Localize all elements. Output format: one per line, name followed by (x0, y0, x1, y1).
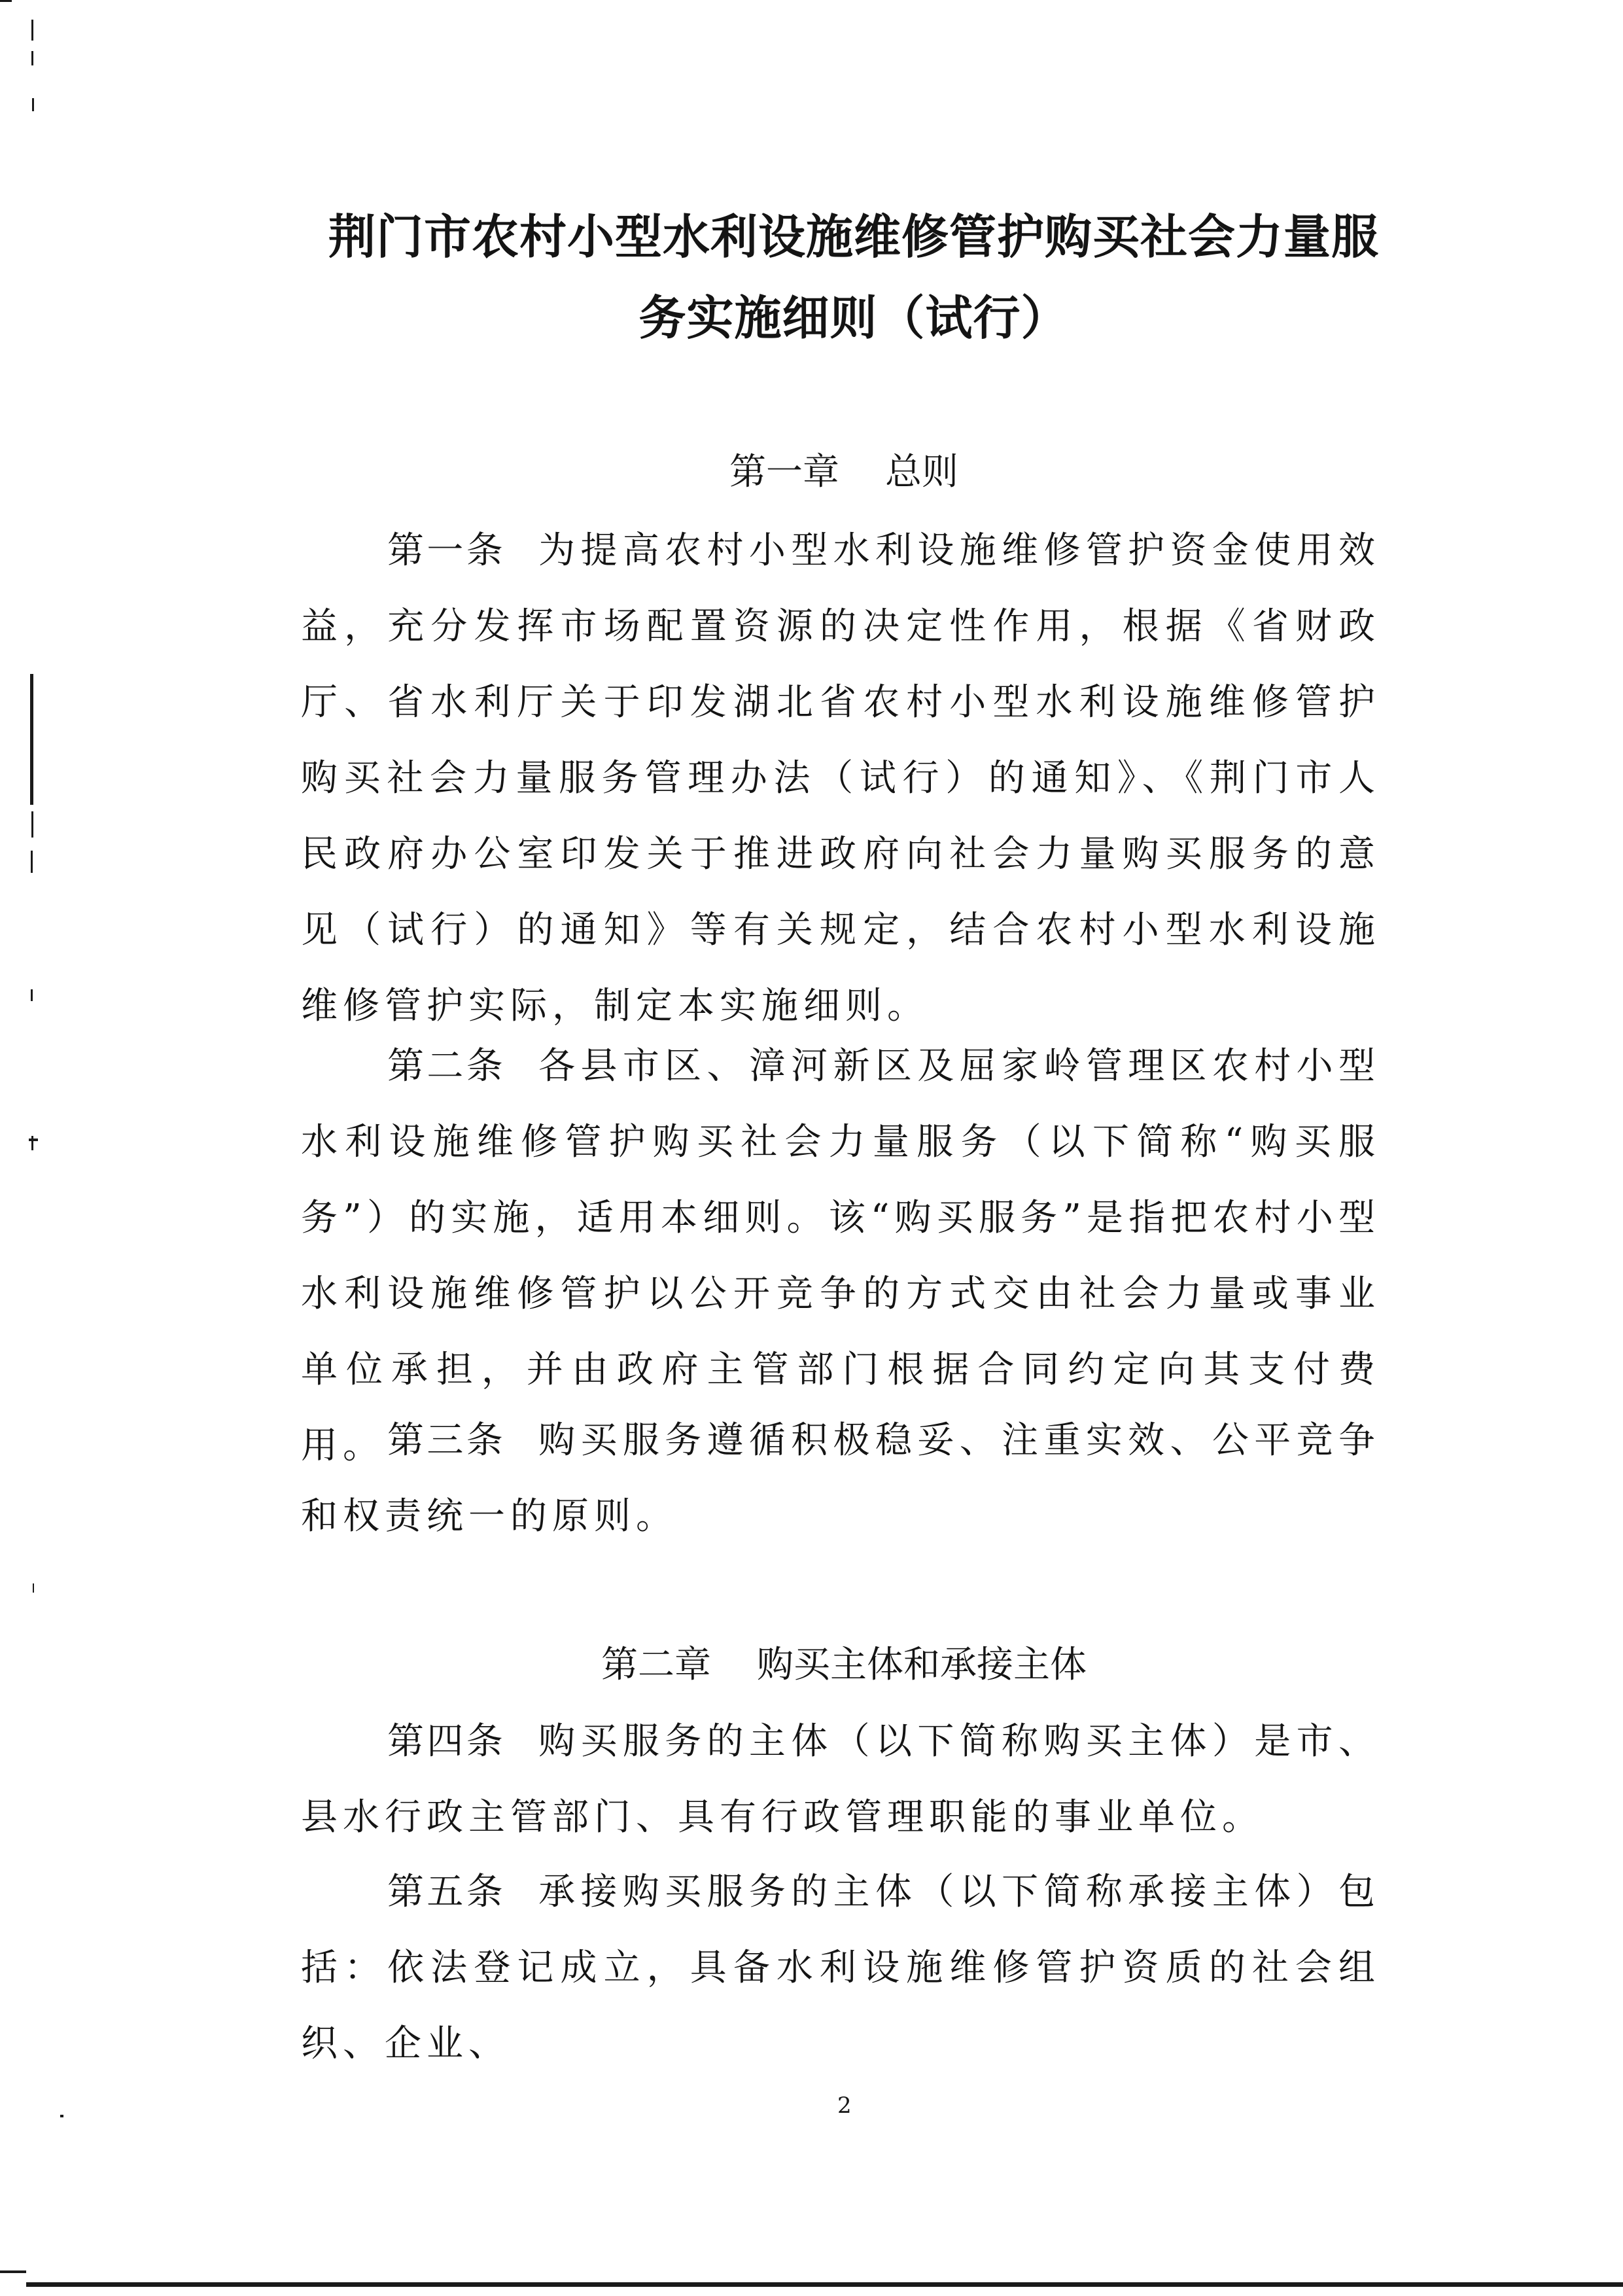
scan-mark (31, 811, 33, 838)
scan-mark (31, 20, 33, 41)
article-1-text: 为提高农村小型水利设施维修管护资金使用效益，充分发挥市场配置资源的决定性作用，根据《省财政厅、省水利厅关于印发湖北省农村小型水利设施维修管护购买社会力量服务管理办法（试行）的通知》、《荆门市人民政府办公室印发关于推进政府向社会力量购买服务的意见（试行）的通知》等有关规定，结合农村小型水利设施维修管护实际，制定本实施细则。 (301, 529, 1381, 1027)
scan-mark (31, 1136, 33, 1150)
scan-mark (31, 851, 33, 873)
article-3-label: 第三条 (387, 1419, 506, 1462)
article-1 (301, 513, 1380, 1044)
article-3-text: 购买服务遵循积极稳妥、注重实效、公平竞争和权责统一的原则。 (301, 1419, 1381, 1538)
article-5-text: 承接购买服务的主体（以下简称承接主体）包括：依法登记成立，具备水利设施维修管护资质的社会组织、企业、 (301, 1871, 1381, 2065)
chapter-1-number: 第一章 (729, 451, 839, 493)
article-4-text: 购买服务的主体（以下简称购买主体）是市、县水行政主管部门、具有行政管理职能的事业单位。 (301, 1720, 1381, 1839)
chapter-2-name: 购买主体和承接主体 (757, 1644, 1087, 1686)
scan-mark (31, 989, 33, 1001)
article-5 (301, 1854, 1380, 2082)
scan-mark (33, 1583, 34, 1593)
article-1-label: 第一条 (387, 529, 506, 572)
scan-mark (32, 98, 34, 111)
article-3 (301, 1403, 1380, 1555)
page-number: 2 (837, 2093, 852, 2119)
scan-mark (0, 0, 12, 2)
scan-mark (29, 1139, 38, 1141)
scan-mark (31, 51, 33, 65)
title-line-2: 务实施细则（试行） (638, 291, 1069, 345)
scan-mark (60, 2115, 63, 2117)
chapter-2-heading (301, 1639, 1387, 1691)
scan-bottom-edge (26, 2282, 1623, 2287)
article-4-label: 第四条 (387, 1720, 506, 1763)
article-2-label: 第二条 (387, 1045, 506, 1087)
article-4 (301, 1704, 1380, 1856)
article-2-text: 各县市区、漳河新区及屈家岭管理区农村小型水利设施维修管护购买社会力量服务（以下简称“购买服务”）的实施，适用本细则。该“购买服务”是指把农村小型水利设施维修管护以公开竞争的方式交由社会力量或事业单位承担，并由政府主管部门根据合同约定向其支付费用。 (301, 1045, 1381, 1467)
chapter-1-heading (301, 446, 1387, 499)
article-5-label: 第五条 (387, 1871, 506, 1913)
chapter-1-name: 总则 (885, 451, 958, 493)
title-line-1: 荆门市农村小型水利设施维修管护购买社会力量服 (328, 209, 1379, 264)
document-title (314, 196, 1393, 359)
scan-mark (30, 674, 33, 805)
chapter-2-number: 第二章 (601, 1644, 711, 1686)
scan-mark (0, 2270, 26, 2273)
